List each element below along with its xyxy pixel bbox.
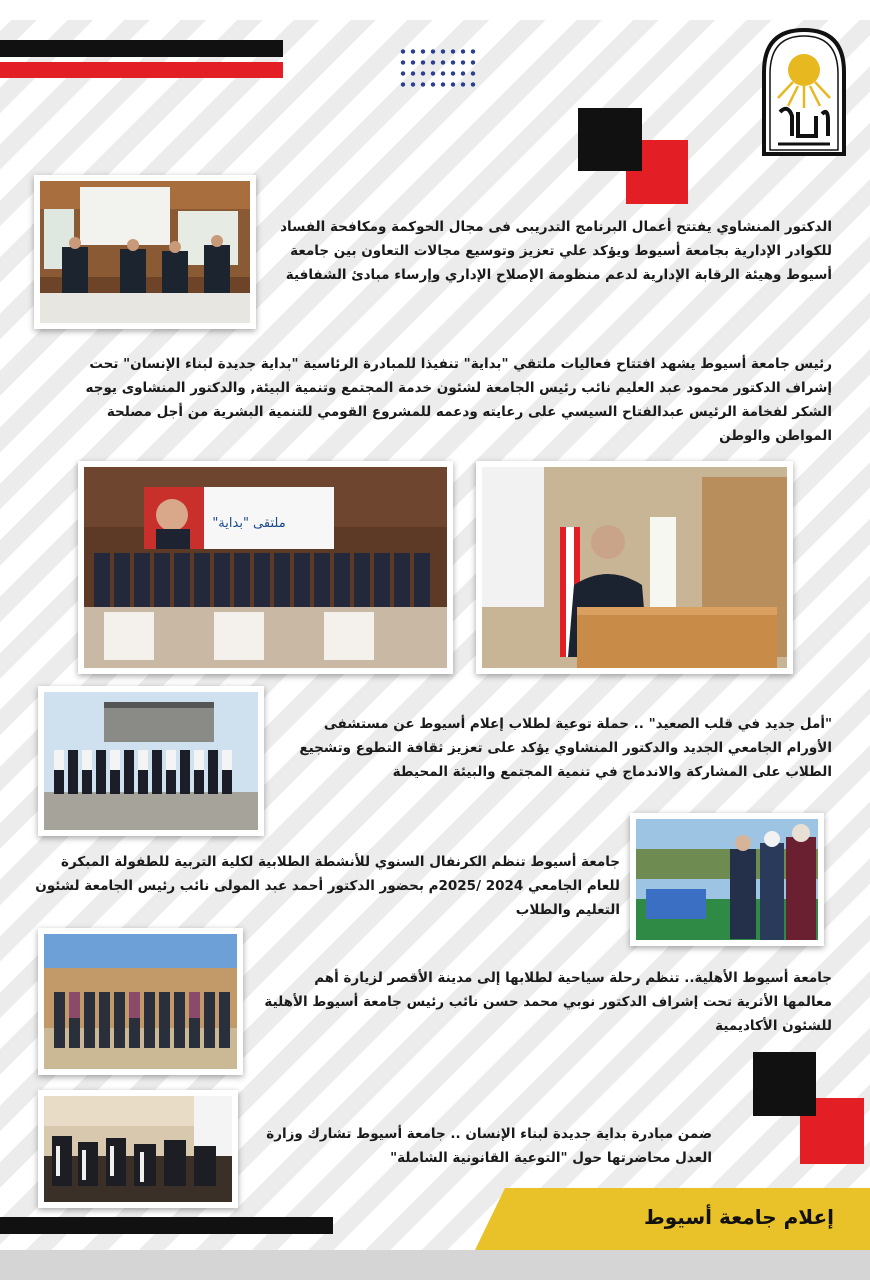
news-photo-legal-awareness [38, 1090, 238, 1208]
black-square [578, 108, 642, 171]
news-headline-3: "أمل جديد في قلب الصعيد" .. حملة توعية لطلاب إعلام أسيوط عن مستشفى الأورام الجامعي الجديد والدكتور المنشاوي يؤكد على تعزيز ثقافة التطوع وتشجيع الطلاب على المشاركة والاندماج في تنمية المجتمع والبيئة المحيطة [299, 716, 832, 780]
news-headline-1: الدكتور المنشاوي يفتتح أعمال البرنامج التدريبى فى مجال الحوكمة ومكافحة الفساد للكوادر الإدارية بجامعة أسيوط ويؤكد علي تعزيز وتوسيع مجالات التعاون بين جامعة أسيوط وهيئة الرقابة الإدارية لدعم منظومة الإصلاح الإداري وإرساء مبادئ الشفافية [280, 219, 832, 283]
news-headline-6: ضمن مبادرة بداية جديدة لبناء الإنسان .. جامعة أسيوط تشارك وزارة العدل محاضرتها حول "التوعية القانونية الشاملة" [266, 1126, 712, 1166]
bottom-strip [0, 1250, 870, 1280]
black-square [753, 1052, 816, 1116]
news-headline-4: جامعة أسيوط تنظم الكرنفال السنوي للأنشطة الطلابية لكلية التربية للطفولة المبكرة للعام الجامعي 2024 /2025م بحضور الدكتور أحمد عبد المولى نائب رئيس الجامعة لشئون التعليم والطلاب [35, 854, 620, 918]
footer-black-bar [0, 1217, 333, 1234]
top-margin [0, 0, 870, 20]
news-photo-governance-training [34, 175, 256, 329]
dot-grid-decoration [398, 46, 480, 92]
news-photo-hospital-campaign [38, 686, 264, 836]
news-photo-president-speech [476, 461, 793, 674]
footer-label: إعلام جامعة أسيوط [643, 1205, 834, 1229]
news-photo-luxor-trip [38, 928, 243, 1075]
news-headline-2: رئيس جامعة أسيوط يشهد افتتاح فعاليات ملتقي "بداية" تنفيذا للمبادرة الرئاسية "بداية جديدة لبناء الإنسان" تحت إشراف الدكتور محمود عبد العليم نائب رئيس الجامعة لشئون خدمة المجتمع وتنمية البيئة, والدكتور المنشاوى يوجه الشكر لفخامة الرئيس عبدالفتاح السيسي على رعايته ودعمه للمشروع القومي للتنمية البشرية من أجل مصلحة المواطن والوطن [85, 356, 832, 444]
header-black-bar [0, 40, 283, 57]
header-red-bar [0, 62, 283, 78]
university-logo [758, 24, 850, 158]
news-photo-carnival [630, 813, 824, 946]
news-photo-bedaya-forum [78, 461, 453, 674]
news-headline-5: جامعة أسيوط الأهلية.. تنظم رحلة سياحية لطلابها إلى مدينة الأقصر لزيارة أهم معالمها الأثرية تحت إشراف الدكتور نوبي محمد حسن نائب رئيس جامعة أسيوط الأهلية للشئون الأكاديمية [264, 970, 832, 1034]
banner-text: ملتقى "بداية" [212, 516, 286, 531]
